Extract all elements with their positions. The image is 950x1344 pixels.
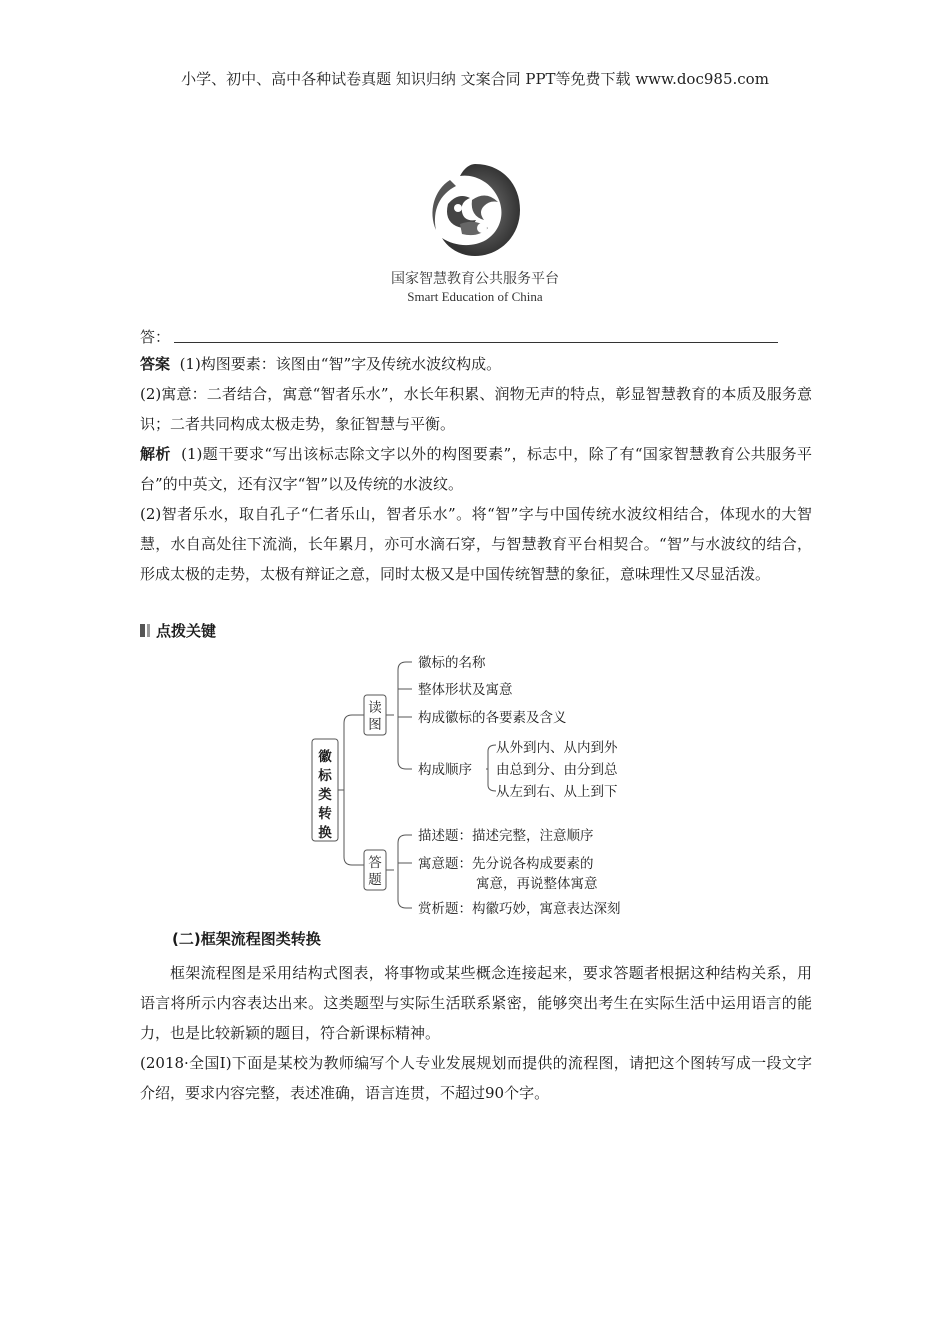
diagram-root-char: 标	[318, 768, 332, 784]
diagram-answer-item: 寓意，再说整体寓意	[476, 876, 598, 892]
diagram-root-char: 换	[318, 825, 332, 841]
analysis-paragraph-1	[140, 439, 812, 499]
section2-intro: 框架流程图是采用结构式图表，将事物或某些概念连接起来，要求答题者根据这种结构关系，用语言将所示内容表达出来。这类题型与实际生活联系紧密，能够突出考生在实际生活中运用语言的能力，也是比较新颖的题目，符合新课标精神。	[140, 964, 812, 1042]
answer-text-1: (1)构图要素：该图由“智”字及传统水波纹构成。	[179, 355, 502, 373]
key-section-title: 点拨关键	[156, 622, 217, 640]
answer-paragraph-2: (2)寓意：二者结合，寓意“智者乐水”，水长年积累、润物无声的特点，彰显智慧教育的本质及服务意识；二者共同构成太极走势，象征智慧与平衡。	[140, 385, 812, 433]
diagram-order-item: 从左到右、从上到下	[496, 784, 618, 800]
answer-label: 答案	[140, 355, 171, 373]
diagram-answer-char: 答	[368, 855, 382, 871]
diagram-read-char: 读	[368, 700, 382, 716]
diagram-read-item: 构成顺序	[418, 762, 472, 778]
diagram-answer-item: 描述题：描述完整，注意顺序	[418, 828, 594, 844]
diagram-read-char: 图	[368, 717, 382, 733]
diagram-order-item: 由总到分、由分到总	[496, 762, 618, 778]
key-section-heading	[140, 620, 216, 641]
diagram-order-item: 从外到内、从内到外	[496, 740, 618, 756]
diagram-read-item: 整体形状及寓意	[418, 682, 513, 698]
diagram-root-brace	[338, 715, 364, 865]
diagram-root-char: 徽	[318, 749, 332, 765]
analysis-paragraph-2: (2)智者乐水，取自孔子“仁者乐山，智者乐水”。将“智”字与中国传统水波纹相结合，体现水的大智慧，水自高处往下流淌，长年累月，亦可水滴石穿，与智慧教育平台相契合。“智”与水波纹的结合，形成太极的走势，太极有辩证之意，同时太极又是中国传统智慧的象征，意味理性又尽显活泼。	[140, 505, 812, 583]
diagram-read-item: 构成徽标的各要素及含义	[418, 710, 567, 726]
page-header: 小学、初中、高中各种试卷真题 知识归纳 文案合同 PPT等免费下载 www.doc985.com	[181, 70, 769, 88]
answer-paragraph-1	[140, 349, 812, 379]
diagram-root-char: 类	[318, 787, 332, 803]
section2-title: (二)框架流程图类转换	[172, 930, 321, 948]
diagram-answer-brace	[386, 835, 412, 908]
diagram-answer-item: 赏析题：构徽巧妙，寓意表达深刻	[418, 901, 621, 917]
logo-english-name: Smart Education of China	[407, 289, 543, 304]
diagram-read-item: 徽标的名称	[418, 655, 486, 671]
diagram-answer-item: 寓意题：先分说各构成要素的	[418, 856, 594, 872]
logo-conversion-diagram	[300, 645, 660, 925]
diagram-answer-char: 题	[368, 872, 382, 888]
logo-chinese-name: 国家智慧教育公共服务平台	[391, 271, 559, 287]
section-marker-icon-2	[147, 624, 150, 637]
diagram-root-char: 转	[318, 806, 332, 822]
analysis-text-1: (1)题干要求“写出该标志除文字以外的构图要素”，标志中，除了有“国家智慧教育公共服务平台”的中英文，还有汉字“智”以及传统的水波纹。	[140, 445, 812, 493]
section-marker-icon	[140, 624, 145, 637]
answer-prompt: 答：	[140, 328, 171, 346]
analysis-label: 解析	[140, 445, 171, 463]
diagram-read-brace	[386, 662, 412, 769]
section2-question: (2018·全国Ⅰ)下面是某校为教师编写个人专业发展规划而提供的流程图，请把这个图转写成一段文字介绍，要求内容完整，表述准确，语言连贯，不超过90个字。	[140, 1054, 812, 1102]
diagram-order-brace	[486, 745, 496, 791]
smart-education-logo	[420, 160, 530, 260]
answer-blank-line	[174, 342, 778, 343]
